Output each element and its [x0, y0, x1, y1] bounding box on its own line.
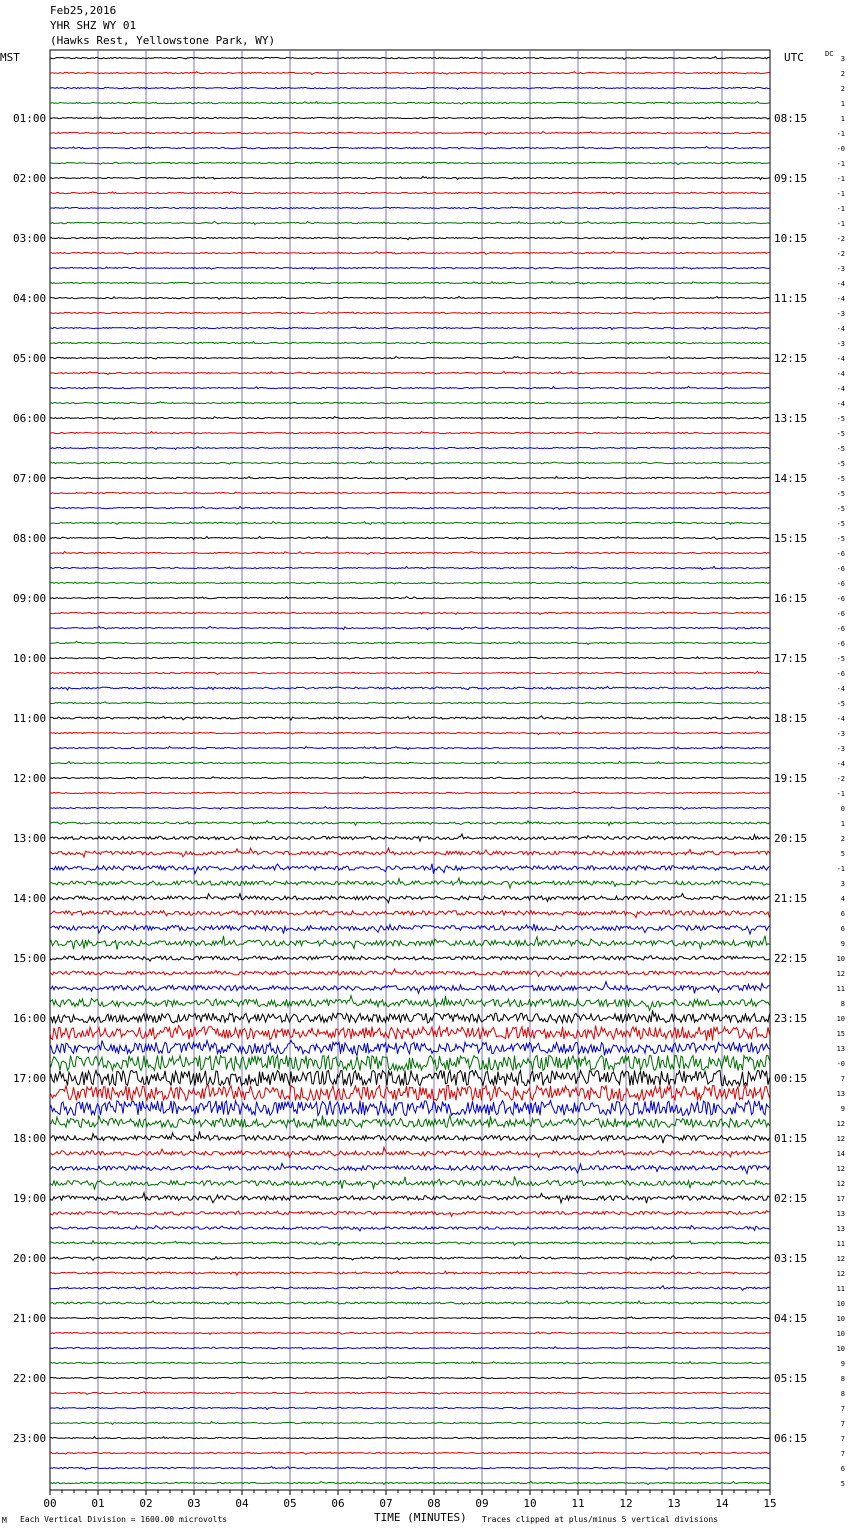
trace-line: [50, 1286, 770, 1291]
trace-line: [50, 327, 770, 329]
x-tick-label: 03: [187, 1497, 201, 1510]
mst-hour-label: 07:00: [13, 472, 47, 485]
trace-line: [50, 626, 770, 629]
dc-offset-value: -3: [836, 265, 845, 273]
plot-frame: [50, 50, 770, 1490]
mst-hour-label: 21:00: [13, 1312, 47, 1325]
dc-offset-value: -0: [836, 145, 845, 153]
trace-line: [50, 864, 770, 874]
mst-hour-label: 09:00: [13, 592, 47, 605]
trace-line: [50, 87, 770, 89]
dc-offset-value: 17: [836, 1195, 845, 1203]
dc-offset-value: -2: [836, 235, 845, 243]
utc-hour-label: 08:15: [774, 112, 808, 125]
dc-offset-value: 5: [840, 850, 845, 858]
utc-hour-label: 18:15: [774, 712, 808, 725]
dc-offset-value: 11: [836, 1285, 845, 1293]
trace-line: [50, 746, 770, 749]
dc-column-title: DC: [825, 50, 834, 58]
trace-line: [50, 552, 770, 555]
mst-hour-label: 10:00: [13, 652, 47, 665]
dc-offset-value: -6: [836, 610, 845, 618]
dc-offset-value: -1: [836, 190, 845, 198]
dc-offset-value: 12: [836, 1180, 845, 1188]
trace-line: [50, 1011, 770, 1024]
dc-offset-value: -1: [836, 790, 845, 798]
trace-line: [50, 761, 770, 764]
trace-line: [50, 716, 770, 720]
utc-hour-label: 09:15: [774, 172, 808, 185]
utc-hour-label: 16:15: [774, 592, 808, 605]
trace-line: [50, 281, 770, 284]
dc-offset-value: 7: [840, 1450, 845, 1458]
trace-line: [50, 1271, 770, 1275]
x-tick-label: 13: [667, 1497, 681, 1510]
dc-offset-value: -5: [836, 520, 845, 528]
dc-offset-value: -4: [836, 385, 845, 393]
trace-line: [50, 1256, 770, 1261]
utc-axis-title: UTC: [784, 51, 804, 64]
utc-hour-label: 15:15: [774, 532, 808, 545]
dc-offset-value: -3: [836, 730, 845, 738]
trace-line: [50, 192, 770, 194]
mst-hour-label: 15:00: [13, 952, 47, 965]
dc-offset-value: -3: [836, 310, 845, 318]
dc-offset-value: -0: [836, 1060, 845, 1068]
dc-offset-value: -4: [836, 685, 845, 693]
dc-offset-value: 9: [840, 1105, 845, 1113]
dc-offset-value: 9: [840, 1360, 845, 1368]
trace-line: [50, 657, 770, 659]
trace-line: [50, 461, 770, 464]
trace-line: [50, 936, 770, 950]
dc-offset-value: -6: [836, 550, 845, 558]
trace-line: [50, 1377, 770, 1379]
trace-line: [50, 432, 770, 434]
dc-offset-value: 13: [836, 1045, 845, 1053]
trace-line: [50, 1466, 770, 1469]
dc-offset-value: 12: [836, 1120, 845, 1128]
trace-line: [50, 686, 770, 690]
dc-offset-value: 6: [840, 910, 845, 918]
trace-line: [50, 894, 770, 903]
dc-offset-value: -4: [836, 400, 845, 408]
dc-offset-value: 12: [836, 1270, 845, 1278]
trace-line: [50, 1437, 770, 1439]
dc-offset-value: -1: [836, 865, 845, 873]
trace-line: [50, 1147, 770, 1157]
corner-mark: M: [2, 1516, 7, 1525]
trace-line: [50, 956, 770, 962]
dc-offset-value: 10: [836, 1315, 845, 1323]
mst-hour-label: 06:00: [13, 412, 47, 425]
dc-offset-value: 14: [836, 1150, 845, 1158]
utc-hour-label: 00:15: [774, 1072, 808, 1085]
trace-line: [50, 1481, 770, 1484]
trace-line: [50, 1347, 770, 1349]
trace-line: [50, 176, 770, 179]
dc-offset-value: 0: [840, 805, 845, 813]
utc-hour-label: 13:15: [774, 412, 808, 425]
mst-hour-label: 04:00: [13, 292, 47, 305]
trace-line: [50, 312, 770, 314]
dc-offset-value: 10: [836, 1345, 845, 1353]
dc-offset-value: -1: [836, 175, 845, 183]
dc-offset-value: 9: [840, 940, 845, 948]
x-tick-label: 06: [331, 1497, 345, 1510]
dc-offset-value: 3: [840, 880, 845, 888]
mst-hour-label: 14:00: [13, 892, 47, 905]
x-tick-label: 10: [523, 1497, 537, 1510]
mst-hour-label: 23:00: [13, 1432, 47, 1445]
dc-offset-value: -4: [836, 355, 845, 363]
trace-line: [50, 267, 770, 269]
x-tick-label: 11: [571, 1497, 585, 1510]
mst-hour-label: 22:00: [13, 1372, 47, 1385]
time-labels: [13, 55, 845, 1510]
dc-offset-value: 13: [836, 1090, 845, 1098]
mst-hour-label: 01:00: [13, 112, 47, 125]
dc-offset-value: 1: [840, 820, 845, 828]
utc-hour-label: 02:15: [774, 1192, 808, 1205]
dc-offset-value: -4: [836, 760, 845, 768]
dc-offset-value: -5: [836, 505, 845, 513]
dc-offset-value: 5: [840, 1480, 845, 1488]
mst-hour-label: 16:00: [13, 1012, 47, 1025]
dc-offset-value: 7: [840, 1420, 845, 1428]
x-tick-label: 07: [379, 1497, 393, 1510]
minute-grid: [50, 50, 770, 1490]
trace-line: [50, 537, 770, 540]
mst-hour-label: 12:00: [13, 772, 47, 785]
dc-offset-value: 7: [840, 1405, 845, 1413]
x-tick-label: 00: [43, 1497, 57, 1510]
x-tick-label: 02: [139, 1497, 153, 1510]
dc-offset-value: -1: [836, 205, 845, 213]
trace-line: [50, 597, 770, 600]
dc-offset-value: -5: [836, 445, 845, 453]
trace-line: [50, 507, 770, 510]
trace-line: [50, 342, 770, 345]
trace-line: [50, 1452, 770, 1455]
trace-line: [50, 1332, 770, 1334]
mst-hour-label: 02:00: [13, 172, 47, 185]
record-date: Feb25,2016: [50, 4, 117, 17]
utc-hour-label: 22:15: [774, 952, 808, 965]
dc-offset-value: -2: [836, 250, 845, 258]
trace-line: [50, 476, 770, 479]
x-axis-title: TIME (MINUTES): [374, 1511, 467, 1524]
trace-line: [50, 732, 770, 734]
trace-line: [50, 237, 770, 240]
trace-line: [50, 1071, 770, 1086]
utc-hour-label: 12:15: [774, 352, 808, 365]
dc-offset-value: 6: [840, 1465, 845, 1473]
trace-line: [50, 296, 770, 299]
dc-offset-value: 10: [836, 1330, 845, 1338]
trace-line: [50, 1226, 770, 1231]
trace-line: [50, 72, 770, 75]
trace-line: [50, 702, 770, 704]
dc-offset-value: 2: [840, 835, 845, 843]
dc-offset-value: -5: [836, 475, 845, 483]
utc-hour-label: 05:15: [774, 1372, 808, 1385]
x-tick-label: 05: [283, 1497, 297, 1510]
dc-offset-value: -5: [836, 535, 845, 543]
dc-offset-value: -5: [836, 490, 845, 498]
dc-offset-value: -5: [836, 655, 845, 663]
dc-offset-value: 12: [836, 1135, 845, 1143]
dc-offset-value: 10: [836, 1300, 845, 1308]
trace-line: [50, 566, 770, 569]
dc-offset-value: 13: [836, 1210, 845, 1218]
trace-line: [50, 57, 770, 60]
dc-offset-value: -5: [836, 460, 845, 468]
dc-offset-value: 7: [840, 1435, 845, 1443]
dc-offset-value: -6: [836, 595, 845, 603]
trace-line: [50, 582, 770, 584]
dc-offset-value: 15: [836, 1030, 845, 1038]
x-tick-label: 09: [475, 1497, 489, 1510]
trace-line: [50, 1193, 770, 1203]
x-tick-label: 01: [91, 1497, 105, 1510]
utc-hour-label: 17:15: [774, 652, 808, 665]
dc-offset-value: -6: [836, 580, 845, 588]
dc-offset-value: 3: [840, 55, 845, 63]
dc-offset-value: 2: [840, 85, 845, 93]
utc-hour-label: 11:15: [774, 292, 808, 305]
dc-offset-value: -4: [836, 325, 845, 333]
trace-line: [50, 102, 770, 105]
dc-offset-value: -5: [836, 430, 845, 438]
dc-offset-value: 12: [836, 970, 845, 978]
trace-line: [50, 791, 770, 793]
trace-line: [50, 807, 770, 810]
trace-line: [50, 1392, 770, 1395]
utc-hour-label: 01:15: [774, 1132, 808, 1145]
seismic-traces: [50, 57, 770, 1485]
station-code: YHR SHZ WY 01: [50, 19, 137, 32]
trace-line: [50, 251, 770, 254]
utc-hour-label: 14:15: [774, 472, 808, 485]
trace-line: [50, 878, 770, 888]
utc-hour-label: 21:15: [774, 892, 808, 905]
dc-offset-value: 2: [840, 70, 845, 78]
trace-line: [50, 996, 770, 1011]
utc-hour-label: 04:15: [774, 1312, 808, 1325]
dc-offset-value: -1: [836, 220, 845, 228]
scale-note: Each Vertical Division = 1600.00 microvolts: [20, 1515, 228, 1524]
dc-offset-value: 12: [836, 1165, 845, 1173]
dc-offset-value: 8: [840, 1375, 845, 1383]
dc-offset-value: -3: [836, 745, 845, 753]
dc-offset-value: 8: [840, 1000, 845, 1008]
trace-line: [50, 671, 770, 674]
dc-offset-value: -2: [836, 775, 845, 783]
trace-line: [50, 162, 770, 164]
mst-hour-label: 05:00: [13, 352, 47, 365]
dc-offset-value: -5: [836, 415, 845, 423]
dc-offset-value: -1: [836, 130, 845, 138]
dc-offset-value: 4: [840, 895, 845, 903]
x-tick-label: 15: [763, 1497, 777, 1510]
dc-offset-value: 1: [840, 115, 845, 123]
trace-line: [50, 447, 770, 450]
dc-offset-value: 6: [840, 925, 845, 933]
trace-line: [50, 1086, 770, 1101]
trace-line: [50, 1211, 770, 1217]
trace-line: [50, 848, 770, 857]
dc-offset-value: 13: [836, 1225, 845, 1233]
dc-offset-value: 10: [836, 1015, 845, 1023]
trace-line: [50, 356, 770, 359]
trace-line: [50, 1361, 770, 1364]
dc-offset-value: -6: [836, 670, 845, 678]
utc-hour-label: 23:15: [774, 1012, 808, 1025]
dc-offset-value: -4: [836, 295, 845, 303]
utc-hour-label: 19:15: [774, 772, 808, 785]
trace-line: [50, 1163, 770, 1173]
mst-hour-label: 03:00: [13, 232, 47, 245]
dc-offset-value: -3: [836, 340, 845, 348]
mst-axis-title: MST: [0, 51, 20, 64]
trace-line: [50, 1116, 770, 1128]
trace-line: [50, 910, 770, 917]
dc-offset-value: -1: [836, 160, 845, 168]
trace-line: [50, 131, 770, 134]
dc-offset-value: 1: [840, 100, 845, 108]
utc-hour-label: 06:15: [774, 1432, 808, 1445]
x-tick-label: 12: [619, 1497, 633, 1510]
trace-line: [50, 492, 770, 494]
trace-line: [50, 1421, 770, 1424]
trace-line: [50, 1407, 770, 1409]
trace-line: [50, 221, 770, 224]
mst-hour-label: 19:00: [13, 1192, 47, 1205]
mst-hour-label: 13:00: [13, 832, 47, 845]
utc-hour-label: 20:15: [774, 832, 808, 845]
trace-line: [50, 386, 770, 388]
trace-line: [50, 1056, 770, 1071]
mst-hour-label: 17:00: [13, 1072, 47, 1085]
trace-line: [50, 1131, 770, 1143]
trace-line: [50, 1101, 770, 1116]
trace-line: [50, 641, 770, 644]
dc-offset-value: 7: [840, 1075, 845, 1083]
trace-line: [50, 924, 770, 934]
x-tick-label: 04: [235, 1497, 249, 1510]
trace-line: [50, 1176, 770, 1189]
trace-line: [50, 207, 770, 209]
mst-hour-label: 08:00: [13, 532, 47, 545]
trace-line: [50, 417, 770, 420]
trace-line: [50, 522, 770, 525]
trace-line: [50, 117, 770, 119]
dc-offset-value: -4: [836, 715, 845, 723]
dc-offset-value: 8: [840, 1390, 845, 1398]
trace-line: [50, 1241, 770, 1246]
trace-line: [50, 1301, 770, 1305]
trace-line: [50, 821, 770, 826]
trace-line: [50, 146, 770, 149]
dc-offset-value: 11: [836, 985, 845, 993]
trace-line: [50, 969, 770, 977]
dc-offset-value: -4: [836, 370, 845, 378]
clip-note: Traces clipped at plus/minus 5 vertical divisions: [482, 1515, 719, 1524]
dc-offset-value: -4: [836, 280, 845, 288]
trace-line: [50, 371, 770, 374]
trace-line: [50, 402, 770, 404]
dc-offset-value: 11: [836, 1240, 845, 1248]
mst-hour-label: 18:00: [13, 1132, 47, 1145]
mst-hour-label: 20:00: [13, 1252, 47, 1265]
trace-line: [50, 777, 770, 779]
trace-line: [50, 612, 770, 615]
utc-hour-label: 10:15: [774, 232, 808, 245]
mst-hour-label: 11:00: [13, 712, 47, 725]
dc-offset-value: -6: [836, 640, 845, 648]
dc-offset-value: -6: [836, 625, 845, 633]
trace-line: [50, 834, 770, 841]
dc-offset-value: 12: [836, 1255, 845, 1263]
dc-offset-value: -5: [836, 700, 845, 708]
station-location: (Hawks Rest, Yellowstone Park, WY): [50, 34, 276, 47]
trace-line: [50, 1041, 770, 1056]
utc-hour-label: 03:15: [774, 1252, 808, 1265]
x-tick-label: 14: [715, 1497, 729, 1510]
trace-line: [50, 1026, 770, 1041]
x-tick-label: 08: [427, 1497, 441, 1510]
trace-line: [50, 1317, 770, 1319]
dc-offset-value: -6: [836, 565, 845, 573]
trace-line: [50, 982, 770, 994]
dc-offset-value: 10: [836, 955, 845, 963]
